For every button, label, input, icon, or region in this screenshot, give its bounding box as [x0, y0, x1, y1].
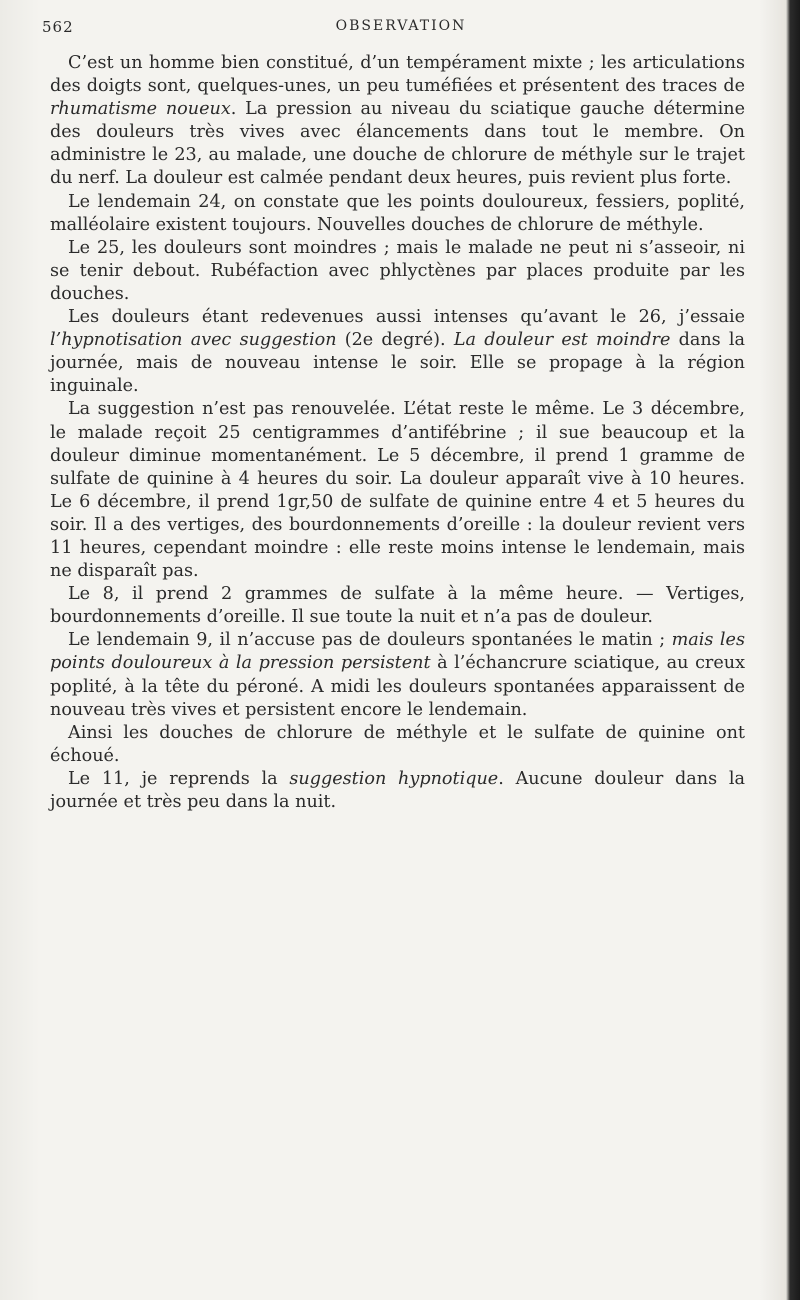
text-run: Le lendemain 24, on constate que les points douloureux, fessiers, poplité, malléolaire existent toujours. Nouvelles douches de chlorure de méthyle. — [50, 191, 745, 235]
italic-text: l’hypnotisation avec suggestion — [50, 330, 337, 351]
page-number: 562 — [42, 18, 74, 36]
page-header — [42, 18, 760, 40]
text-run: à l’échancrure sciatique, au creux poplité, à la tête du péroné. A midi les douleurs spontanées apparaissent de nouveau très vives et persistent encore le lendemain. — [50, 653, 745, 720]
text-run: (2e degré). — [336, 330, 454, 351]
text-run: . Aucune douleur dans la journée et très peu dans la nuit. — [50, 768, 745, 812]
paragraph — [50, 237, 745, 306]
text-run: Le 8, il prend 2 grammes de sulfate à la même heure. — Vertiges, bourdonnements d’oreille. Il sue toute la nuit et n’a pas de douleur. — [50, 584, 745, 628]
paragraph — [50, 191, 745, 237]
paragraph — [50, 722, 745, 768]
paragraph — [50, 629, 745, 721]
paragraph — [50, 306, 745, 398]
body-text — [50, 52, 745, 814]
text-run: Le 25, les douleurs sont moindres ; mais le malade ne peut ni s’asseoir, ni se tenir debout. Rubéfaction avec phlyctènes par places produite par les douches. — [50, 237, 745, 304]
paragraph — [50, 768, 745, 814]
italic-text: La douleur est moindre — [453, 330, 671, 351]
paragraph — [50, 52, 745, 191]
text-run: dans la journée, mais de nouveau intense le soir. Elle se propage à la région inguinale. — [50, 330, 746, 397]
text-run: Le lendemain 9, il n’accuse pas de douleurs spontanées le matin ; — [68, 630, 672, 651]
text-run: Ainsi les douches de chlorure de méthyle et le sulfate de quinine ont échoué. — [50, 722, 745, 766]
paragraph — [50, 583, 745, 629]
text-run: Les douleurs étant redevenues aussi intenses qu’avant le 26, j’essaie — [68, 307, 745, 328]
italic-text: suggestion hypnotique — [289, 768, 499, 789]
italic-text: mais les points douloureux à la pression persistent — [50, 630, 745, 674]
text-run: C’est un homme bien constitué, d’un tempérament mixte ; les articulations des doigts sont, quelques-unes, un peu tuméfiées et présentent des traces de — [50, 53, 745, 97]
text-run: . La pression au niveau du sciatique gauche détermine des douleurs très vives avec élancements dans tout le membre. On administre le 23, au malade, une douche de chlorure de méthyle sur le trajet du nerf. La douleur est calmée pendant deux heures, puis revient plus forte. — [50, 99, 745, 189]
text-run: Le 11, je reprends la — [68, 768, 290, 789]
paragraph — [50, 398, 745, 583]
text-run: La suggestion n’est pas renouvelée. L’état reste le même. Le 3 décembre, le malade reçoit 25 centigrammes d’antifébrine ; il sue beaucoup et la douleur diminue momentanément. Le 5 décembre, il prend 1 gramme de sulfate de quinine à 4 heures du soir. La douleur apparaît vive à 10 heures. Le 6 décembre, il prend 1gr,50 de sulfate de quinine entre 4 et 5 heures du soir. Il a des vertiges, des bourdonnements d’oreille : la douleur revient vers 11 heures, cependant moindre : elle reste moins intense le lendemain, mais ne disparaît pas. — [50, 399, 745, 582]
running-title: OBSERVATION — [335, 18, 467, 34]
italic-text: rhumatisme noueux — [50, 99, 231, 120]
